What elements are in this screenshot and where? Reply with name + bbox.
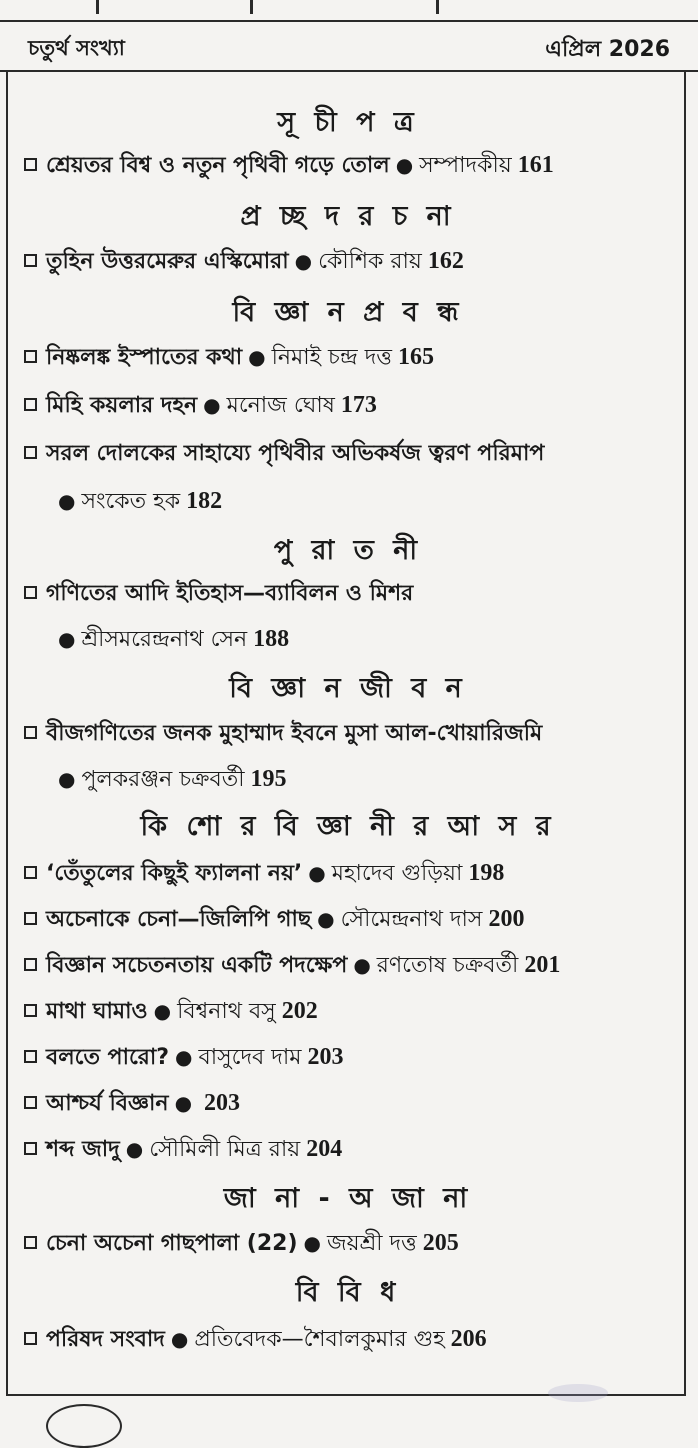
section-heading: প্র চ্ছ দ র চ না [240, 201, 456, 232]
toc-entry [24, 1040, 343, 1077]
toc-entry [24, 902, 524, 939]
toc-entry [52, 762, 287, 799]
issue-number: চতুর্থ সংখ্যা [28, 36, 125, 60]
checkbox-square-icon [24, 726, 37, 739]
entry-page: 162 [427, 248, 464, 274]
rule-tick [250, 0, 253, 14]
bullet-dot-icon: ● [153, 999, 172, 1023]
entry-title: আশ্চর্য বিজ্ঞান [46, 1091, 169, 1116]
toc-entry [24, 948, 560, 985]
toc-entry [52, 484, 222, 521]
toc-entry [24, 856, 504, 893]
entry-title: পরিষদ সংবাদ [46, 1327, 165, 1352]
entry-page: 182 [186, 488, 223, 514]
issue-header [0, 22, 698, 72]
checkbox-square-icon [24, 866, 37, 879]
entry-author: রণতোষ চক্রবর্তী [376, 953, 519, 978]
section-heading: জা না - অ জা না [223, 1183, 473, 1214]
issue-date: এপ্রিল 2026 [545, 37, 670, 62]
bullet-dot-icon: ● [317, 907, 335, 931]
entry-title: মাথা ঘামাও [46, 999, 148, 1024]
entry-title: নিষ্কলঙ্ক ইস্পাতের কথা [46, 345, 243, 370]
entry-page: 204 [306, 1136, 343, 1162]
entry-page: 188 [253, 626, 290, 652]
entry-title: সরল দোলকের সাহায্যে পৃথিবীর অভিকর্ষজ ত্বরণ পরিমাপ [46, 441, 545, 466]
toc-entry [52, 622, 289, 659]
entry-author: প্রতিবেদক—শৈবালকুমার গুহ [194, 1327, 445, 1352]
section-heading: সূ চী প ত্র [277, 107, 419, 138]
entry-title: বিজ্ঞান সচেতনতায় একটি পদক্ষেপ [46, 953, 348, 978]
bullet-dot-icon: ● [248, 345, 266, 369]
bullet-dot-icon: ● [294, 249, 313, 273]
section-heading: বি বি ধ [295, 1277, 401, 1308]
bullet-dot-icon: ● [203, 393, 221, 417]
bullet-dot-icon: ● [174, 1091, 193, 1115]
entry-title: শব্দ জাদু [46, 1137, 120, 1162]
checkbox-square-icon [24, 254, 37, 267]
bullet-dot-icon: ● [353, 953, 371, 977]
checkbox-square-icon [24, 1332, 37, 1345]
entry-page: 195 [250, 766, 287, 792]
toc-entry [24, 388, 377, 425]
section-heading: বি জ্ঞা ন জী ব ন [229, 673, 467, 704]
entry-page: 200 [488, 906, 525, 932]
entry-title: চেনা অচেনা গাছপালা (22) [46, 1231, 298, 1256]
checkbox-square-icon [24, 958, 37, 971]
entry-page: 201 [524, 952, 561, 978]
entry-title: গণিতের আদি ইতিহাস—ব্যাবিলন ও মিশর [46, 581, 414, 606]
checkbox-square-icon [24, 912, 37, 925]
entry-author: সম্পাদকীয় [419, 153, 512, 178]
entry-title: বলতে পারো? [46, 1045, 170, 1070]
entry-page: 203 [204, 1090, 241, 1116]
bullet-dot-icon: ● [395, 153, 414, 177]
entry-author: শ্রীসমরেন্দ্রনাথ সেন [81, 627, 248, 652]
toc-entry [24, 716, 542, 753]
entry-page: 173 [340, 392, 377, 418]
entry-author: কৌশিক রায় [318, 249, 422, 274]
top-rule [0, 0, 698, 22]
checkbox-square-icon [24, 158, 37, 171]
ink-smudge [548, 1384, 608, 1402]
toc-entry [24, 994, 318, 1031]
entry-author: পুলকরঞ্জন চক্রবর্তী [81, 767, 245, 792]
entry-title: ‘তেঁতুলের কিছুই ফ্যালনা নয়’ [46, 861, 303, 886]
rule-tick [436, 0, 439, 14]
entry-title: অচেনাকে চেনা—জিলিপি গাছ [46, 907, 312, 932]
toc-entry [24, 1086, 240, 1123]
entry-author: বিশ্বনাথ বসু [177, 999, 276, 1024]
bullet-dot-icon: ● [58, 767, 76, 791]
checkbox-square-icon [24, 446, 37, 459]
bullet-dot-icon: ● [58, 627, 76, 651]
toc-entry [24, 576, 413, 613]
rule-tick [96, 0, 99, 14]
entry-author: সংকেত হক [81, 489, 181, 514]
bullet-dot-icon: ● [125, 1137, 144, 1161]
checkbox-square-icon [24, 1050, 37, 1063]
toc-entry [24, 244, 464, 281]
page-number-badge [46, 1404, 122, 1448]
entry-title: বীজগণিতের জনক মুহাম্মাদ ইবনে মুসা আল-খোয়ারিজমি [46, 721, 543, 746]
toc-entry [24, 340, 434, 377]
checkbox-square-icon [24, 398, 37, 411]
section-heading: কি শো র বি জ্ঞা নী র আ স র [140, 811, 556, 842]
entry-author: সৌমিলী মিত্র রায় [149, 1137, 301, 1162]
checkbox-square-icon [24, 1004, 37, 1017]
table-of-contents [6, 72, 686, 1396]
entry-title: তুহিন উত্তরমেরুর এস্কিমোরা [46, 249, 289, 274]
bullet-dot-icon: ● [175, 1045, 193, 1069]
entry-author: মহাদেব গুড়িয়া [331, 861, 463, 886]
entry-author: বাসুদেব দাম [198, 1045, 302, 1070]
bullet-dot-icon: ● [170, 1327, 189, 1351]
entry-author: নিমাই চন্দ্র দত্ত [271, 345, 392, 370]
entry-author: জয়শ্রী দত্ত [326, 1231, 417, 1256]
entry-page: 206 [450, 1326, 487, 1352]
toc-entry [24, 148, 554, 185]
toc-entry [24, 436, 544, 473]
bullet-dot-icon: ● [308, 861, 326, 885]
toc-entry [24, 1132, 342, 1169]
bullet-dot-icon: ● [303, 1231, 321, 1255]
entry-page: 165 [398, 344, 434, 370]
bullet-dot-icon: ● [58, 489, 76, 513]
entry-author: সৌমেন্দ্রনাথ দাস [340, 907, 483, 932]
entry-page: 198 [468, 860, 505, 886]
entry-title: মিহি কয়লার দহন [46, 393, 198, 418]
checkbox-square-icon [24, 350, 37, 363]
checkbox-square-icon [24, 586, 37, 599]
entry-page: 161 [517, 152, 554, 178]
section-heading: পু রা ত নী [273, 535, 423, 566]
entry-author: মনোজ ঘোষ [226, 393, 335, 418]
toc-entry [24, 1322, 487, 1359]
entry-page: 205 [422, 1230, 459, 1256]
entry-page: 202 [281, 998, 318, 1024]
checkbox-square-icon [24, 1236, 37, 1249]
entry-title: শ্রেয়তর বিশ্ব ও নতুন পৃথিবী গড়ে তোল [46, 153, 390, 178]
entry-page: 203 [307, 1044, 344, 1070]
checkbox-square-icon [24, 1142, 37, 1155]
checkbox-square-icon [24, 1096, 37, 1109]
section-heading: বি জ্ঞা ন প্র ব ন্ধ [232, 297, 464, 328]
toc-entry [24, 1226, 459, 1263]
